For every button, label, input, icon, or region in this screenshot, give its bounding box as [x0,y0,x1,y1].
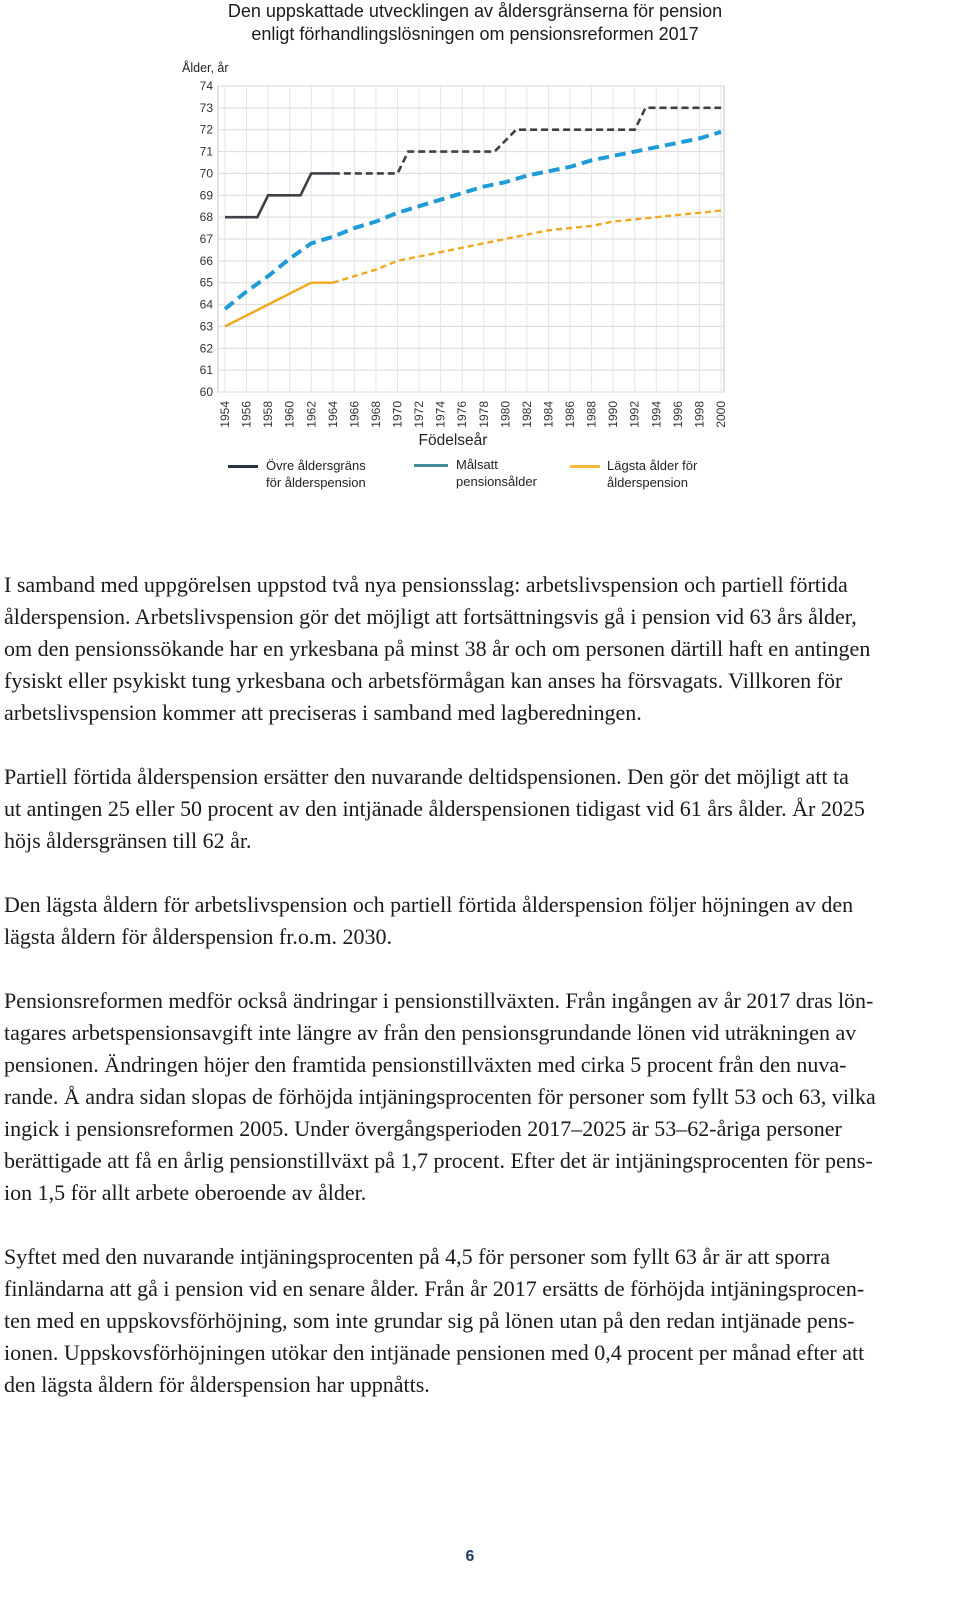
legend-item-target-age [414,456,574,492]
y-tick-label: 64 [199,297,213,312]
x-tick-label: 1960 [282,401,297,428]
y-tick-label: 63 [199,319,213,334]
legend-label-line: pensionsålder [456,474,537,489]
paragraph-line: Partiell förtida ålderspension ersätter den nuvarande deltidspensionen. Den gör det möjligt att ta [4,764,849,789]
chart-title-line-2: enligt förhandlingslösningen om pensionsreformen 2017 [251,24,699,44]
legend-swatch-upper-age-limit [228,465,258,468]
legend-swatch-target-age [414,464,448,467]
legend-item-lowest-age [570,457,730,493]
x-tick-label: 2000 [714,401,728,428]
x-tick-label: 1968 [368,401,383,428]
legend-label [607,457,697,491]
paragraph-line: ionen. Uppskovsförhöjningen utökar den intjänade pensionen med 0,4 procent per månad efter att [4,1340,865,1365]
legend-label-line: för ålderspension [266,475,366,490]
x-tick-label: 1982 [519,401,534,428]
paragraph-line: arbetslivspension kommer att preciseras i samband med lagberedningen. [4,700,642,725]
paragraph-line: tagares arbetspensionsavgift inte längre av från den pensionsgrundande lönen vid uträkningen av [4,1020,857,1045]
legend-label-line: Lägsta ålder för [607,458,698,473]
paragraph-line: ålderspension. Arbetslivspension gör det möjligt att fortsättningsvis gå i pension vid 63 års ålder, [4,604,857,629]
paragraph-line: ion 1,5 för allt arbete oberoende av ålder. [4,1180,367,1205]
x-tick-label: 1984 [541,401,556,428]
paragraph-line: pensionen. Ändringen höjer den framtida pensionstillväxten med cirka 5 procent från den nuva- [4,1052,847,1077]
y-tick-label: 62 [199,341,213,356]
x-tick-label: 1998 [692,401,707,428]
paragraph [4,761,954,857]
y-tick-label: 69 [199,188,213,203]
x-axis-ticks [218,401,728,428]
y-tick-label: 70 [199,166,213,181]
legend-label [266,457,366,491]
y-tick-label: 66 [199,253,213,268]
paragraph-line: ten med en uppskovsförhöjning, som inte grundar sig på lönen utan på den redan intjänade pens- [4,1308,855,1333]
paragraph-line: Den lägsta åldern för arbetslivspension och partiell förtida ålderspension följer höjningen av den [4,892,854,917]
x-tick-label: 1976 [455,401,470,428]
y-axis-label: Ålder, år [182,61,229,75]
y-tick-label: 65 [199,275,213,290]
x-tick-label: 1988 [584,401,599,428]
y-tick-label: 67 [199,232,213,246]
x-tick-label: 1996 [670,401,685,428]
y-tick-label: 61 [199,363,213,378]
body-text [4,569,954,1401]
paragraph-line: om den pensionssökande har en yrkesbana på minst 38 år och om personen därtill haft en antingen [4,636,871,661]
paragraph [4,985,954,1209]
paragraph-line: lägsta åldern för ålderspension fr.o.m. 2030. [4,924,392,949]
x-tick-label: 1990 [606,401,621,428]
paragraph-line: den lägsta åldern för ålderspension har uppnåtts. [4,1372,430,1397]
y-tick-label: 72 [199,122,213,137]
paragraph [4,569,954,729]
paragraph-line: berättigade att få en årlig pensionstillväxt på 1,7 procent. Efter det är intjäningsprocenten för pens- [4,1148,873,1173]
plot-area [0,0,960,440]
y-tick-label: 71 [199,144,213,159]
x-tick-label: 1980 [498,401,513,428]
legend-label [456,456,537,490]
x-tick-label: 1978 [476,401,491,428]
paragraph [4,889,954,953]
paragraph-line: I samband med uppgörelsen uppstod två nya pensionsslag: arbetslivspension och partiell förtida [4,572,848,597]
legend-label-line: ålderspension [607,475,688,490]
paragraph-line: rande. Å andra sidan slopas de förhöjda intjäningsprocenten för personer som fyllt 53 och 63, vilka [4,1084,876,1109]
paragraph-line: ingick i pensionsreformen 2005. Under övergångsperioden 2017–2025 är 53–62-åriga personer [4,1116,842,1141]
page-number: 6 [465,1548,475,1565]
x-tick-label: 1992 [627,401,642,428]
y-axis-ticks [200,79,214,399]
x-tick-label: 1958 [261,401,276,428]
paragraph-line: finländarna att gå i pension vid en senare ålder. Från år 2017 ersätts de förhöjda intjäningsprocen- [4,1276,865,1301]
grid [218,86,724,392]
x-tick-label: 1970 [390,401,405,428]
paragraph-line: Pensionsreformen medför också ändringar i pensionstillväxten. Från ingången av år 2017 dras lön- [4,988,874,1013]
paragraph-line: fysiskt eller psykiskt tung yrkesbana och arbetsförmågan kan anses ha försvagats. Villkoren för [4,668,843,693]
x-tick-label: 1986 [563,401,578,428]
x-tick-label: 1972 [412,401,427,428]
y-tick-label: 73 [199,100,213,115]
x-tick-label: 1956 [239,401,254,428]
legend-label-line: Målsatt [456,457,498,472]
paragraph-line: ut antingen 25 eller 50 procent av den intjänade ålderspensionen tidigast vid 61 års ålder. År 2025 [4,796,865,821]
paragraph [4,1241,954,1401]
chart-title-line-1: Den uppskattade utvecklingen av åldersgränserna för pension [227,1,723,21]
legend-label-line: Övre åldersgräns [266,458,366,473]
x-tick-label: 1964 [325,401,340,428]
x-tick-label: 1954 [218,401,232,428]
y-tick-label: 60 [199,385,213,399]
paragraph-line: höjs åldersgränsen till 62 år. [4,828,252,853]
x-axis-label: Födelseår [418,432,488,449]
y-tick-label: 74 [199,79,213,93]
x-tick-label: 1994 [649,401,664,428]
y-tick-label: 68 [199,210,213,225]
legend-item-upper-age-limit [228,457,388,493]
x-tick-label: 1966 [347,401,362,428]
legend-swatch-lowest-age [570,465,600,468]
x-tick-label: 1974 [433,401,448,428]
paragraph-line: Syftet med den nuvarande intjäningsprocenten på 4,5 för personer som fyllt 63 år är att sporra [4,1244,830,1269]
x-tick-label: 1962 [304,401,319,428]
